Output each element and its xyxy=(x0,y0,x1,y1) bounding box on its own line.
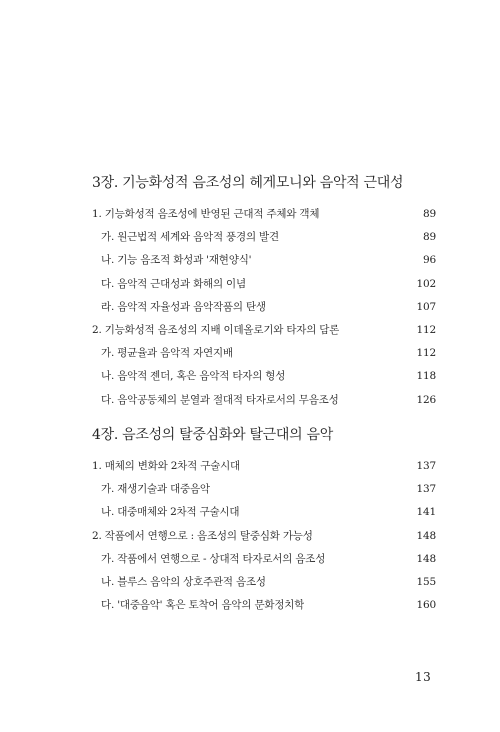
toc-subsection-entry xyxy=(92,501,438,524)
toc-entry-page: 148 xyxy=(416,529,436,542)
toc-subsection-entry xyxy=(92,226,438,249)
toc-entry-page: 118 xyxy=(416,370,436,383)
toc-entry-page: 112 xyxy=(416,323,436,336)
toc-entry-title: 나. 기능 음조적 화성과 '재현양식' xyxy=(101,254,252,267)
chapter-title: 3장. 기능화성적 음조성의 헤게모니와 음악적 근대성 xyxy=(92,175,404,191)
toc-entry-title: 다. 음악공동체의 분열과 절대적 타자로서의 무음조성 xyxy=(101,393,339,406)
chapter-4-section xyxy=(92,424,438,617)
chapter-3-section xyxy=(92,172,438,412)
toc-entry-page: 102 xyxy=(416,277,436,290)
toc-entry-page: 155 xyxy=(416,575,436,588)
toc-entry-title: 가. 재생기술과 대중음악 xyxy=(101,483,210,496)
toc-entry-title: 1. 매체의 변화와 2차적 구술시대 xyxy=(92,460,240,472)
toc-subsection-entry xyxy=(92,365,438,388)
chapter-title: 4장. 음조성의 탈중심화와 탈근대의 음악 xyxy=(92,427,333,443)
toc-entry-title: 가. 작품에서 연행으로 - 상대적 타자로서의 음조성 xyxy=(101,552,326,565)
toc-entry-page: 141 xyxy=(416,506,436,519)
toc-entry-page: 137 xyxy=(416,483,436,496)
toc-section-entry xyxy=(92,319,438,342)
toc-entry-title: 가. 원근법적 세계와 음악적 풍경의 발견 xyxy=(101,231,279,244)
toc-entry-page: 107 xyxy=(416,300,436,313)
toc-entry-page: 112 xyxy=(416,347,436,360)
toc-entry-title: 2. 기능화성적 음조성의 지배 이데올로기와 타자의 담론 xyxy=(92,323,340,336)
toc-subsection-entry xyxy=(92,342,438,365)
toc-entry-title: 나. 블루스 음악의 상호주관적 음조성 xyxy=(101,575,266,588)
toc-subsection-entry xyxy=(92,571,438,594)
toc-entry-page: 160 xyxy=(416,599,436,612)
toc-subsection-entry xyxy=(92,273,438,296)
toc-section-entry xyxy=(92,203,438,226)
toc-entry-title: 2. 작품에서 연행으로 : 음조성의 탈중심화 가능성 xyxy=(92,529,313,542)
toc-entry-page: 126 xyxy=(416,393,436,406)
toc-entry-title: 나. 음악적 젠더, 혹은 음악적 타자의 형성 xyxy=(101,370,286,383)
toc-subsection-entry xyxy=(92,594,438,617)
toc-entries xyxy=(92,203,438,412)
toc-subsection-entry xyxy=(92,548,438,571)
toc-subsection-entry xyxy=(92,296,438,319)
toc-entry-page: 137 xyxy=(416,460,436,472)
toc-entry-page: 89 xyxy=(423,208,436,220)
toc-entry-title: 다. 음악적 근대성과 화해의 이념 xyxy=(101,277,246,290)
toc-subsection-entry xyxy=(92,249,438,272)
toc-entry-title: 가. 평균율과 음악적 자연지배 xyxy=(101,347,233,360)
toc-entry-title: 다. '대중음악' 혹은 토착어 음악의 문화정치학 xyxy=(101,599,305,612)
toc-entry-page: 96 xyxy=(423,254,436,267)
toc-entries xyxy=(92,455,438,617)
toc-subsection-entry xyxy=(92,478,438,501)
toc-entry-page: 89 xyxy=(423,231,436,244)
page-number: 13 xyxy=(415,670,432,684)
toc-entry-title: 라. 음악적 자율성과 음악작품의 탄생 xyxy=(101,300,266,313)
toc-entry-title: 1. 기능화성적 음조성에 반영된 근대적 주체와 객체 xyxy=(92,208,320,220)
toc-subsection-entry xyxy=(92,389,438,412)
toc-entry-title: 나. 대중매체와 2차적 구술시대 xyxy=(101,506,240,519)
toc-section-entry xyxy=(92,525,438,548)
toc-section-entry xyxy=(92,455,438,478)
toc-entry-page: 148 xyxy=(416,552,436,565)
